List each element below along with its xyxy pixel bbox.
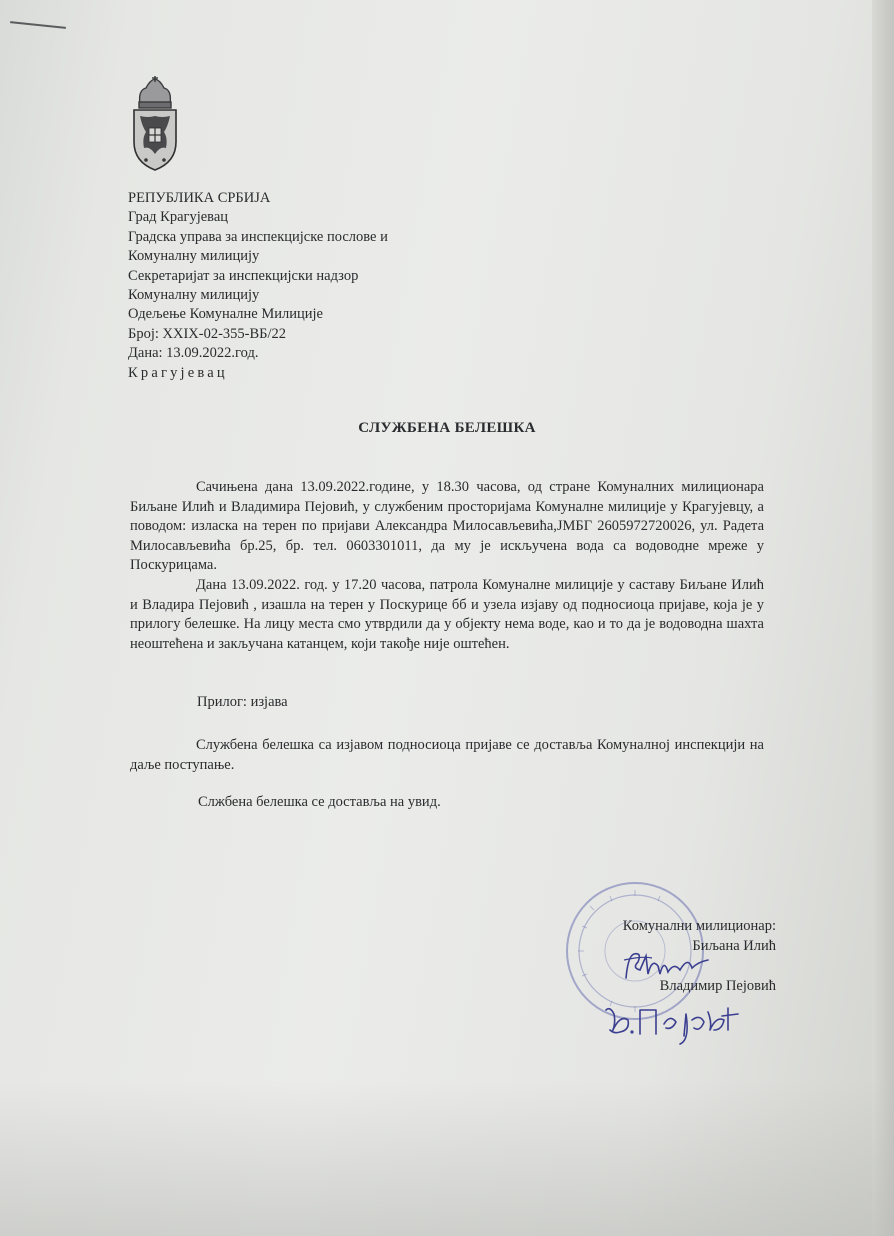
header-block [128, 189, 388, 383]
page-edge [872, 0, 894, 1236]
handwritten-signature-1 [622, 948, 712, 984]
paragraph-2: Дана 13.09.2022. год. у 17.20 часова, патрола Комуналне милиције у саставу Биљане Илић и Владира Пејовић , изашла на терен у Поскурице бб и узела изјаву од подносиоца пријаве, која је у прилогу белешке. На лицу места смо утврдили да у објекту нема воде, као и то да је водоводна шахта неоштећена и закључана катанцем, који такође није оштећен. [130, 576, 764, 652]
header-reference-number: Број: XXIX-02-355-ВБ/22 [128, 325, 287, 342]
header-place: Крагујевац [128, 364, 228, 381]
header-city: Град Крагујевац [128, 209, 229, 226]
attachment-note: Прилог: изјава [197, 694, 288, 710]
signature-name-2: Владимир Пејовић [659, 978, 776, 994]
paragraph-3: Службена белешка са изјавом подносиоца пријаве се доставља Комуналној инспекцији на даље поступање. [130, 737, 764, 773]
header-unit: Одељење Комуналне Милиције [128, 306, 323, 323]
signature-name-1: Биљана Илић [692, 938, 776, 954]
handwritten-signature-2 [600, 1000, 740, 1046]
header-department-line1: Градска управа за инспекцијске послове и [128, 228, 388, 245]
signature-role: Комунални милиционар: [622, 918, 776, 934]
coat-of-arms-icon [130, 76, 180, 172]
header-country: РЕПУБЛИКА СРБИЈА [128, 190, 271, 206]
header-department-line2: Комуналну милицију [128, 248, 260, 265]
body-text [130, 478, 764, 654]
header-secretariat-line1: Секретаријат за инспекцијски надзор [128, 267, 359, 284]
pen-mark [10, 21, 66, 29]
page-shadow [0, 1080, 894, 1236]
document-title: СЛУЖБЕНА БЕЛЕШКА [358, 420, 536, 436]
header-date: Дана: 13.09.2022.год. [128, 345, 259, 362]
paragraph-1: Сачињена дана 13.09.2022.године, у 18.30 часова, од стране Комуналних милиционара Биљане Илић и Владимира Пејовић, у службеним просторијама Комуналне милиције у Крагујевцу, а поводом: изласка на терен по пријави Александра Милосављевића,ЈМБГ 2605972720026, ул. Радета Милосављевића бр.25, бр. тел. 0603301011, да му је искључена вода са водоводне мреже у Поскурицама. [130, 479, 764, 574]
header-secretariat-line2: Комуналну милицију [128, 287, 260, 304]
paragraph-4: Слжбена белешка се доставља на увид. [198, 794, 441, 810]
